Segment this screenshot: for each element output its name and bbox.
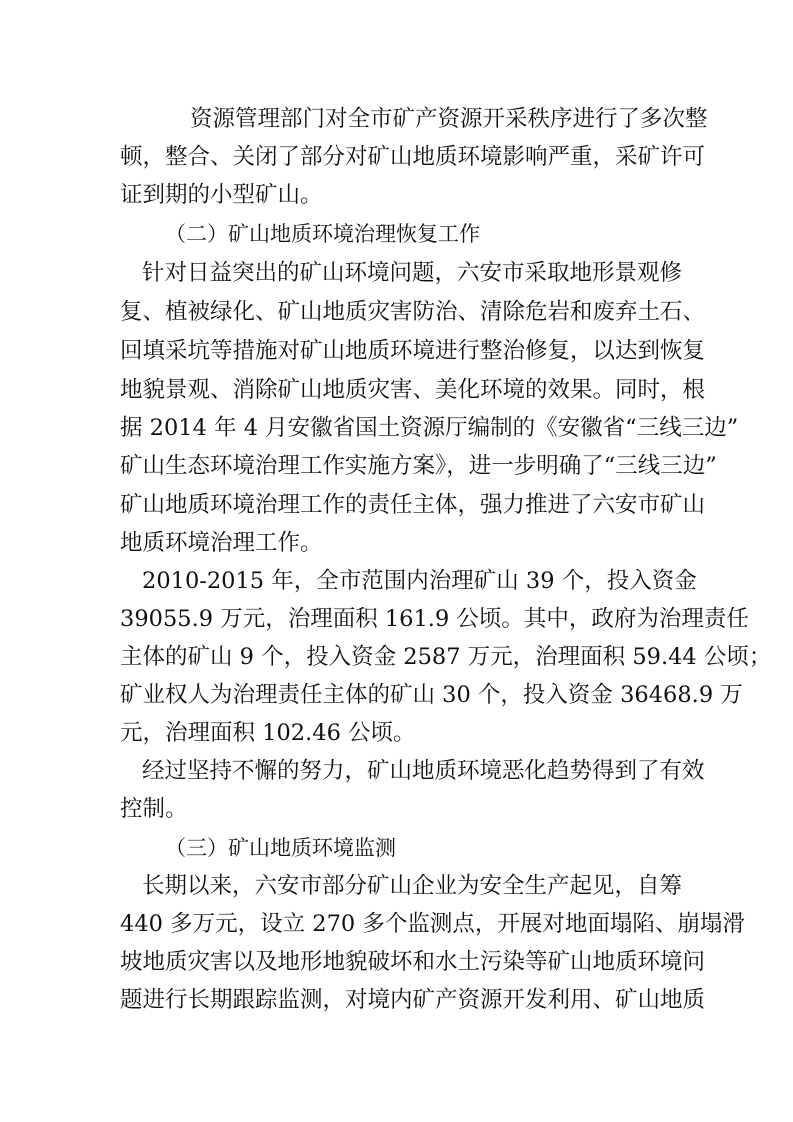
paragraph-2-line-4: 地貌景观、消除矿山地质灾害、美化环境的效果。同时，根	[120, 377, 706, 403]
paragraph-2-line-2: 复、植被绿化、矿山地质灾害防治、清除危岩和废弃土石、	[120, 299, 706, 325]
paragraph-5-line-2: 440 多万元，设立 270 多个监测点，开展对地面塌陷、崩塌滑	[120, 911, 745, 937]
section-heading-3: （三）矿山地质环境监测	[165, 836, 396, 860]
section-heading-2: （二）矿山地质环境治理恢复工作	[165, 222, 480, 246]
paragraph-2-line-1: 针对日益突出的矿山环境问题，六安市采取地形景观修	[142, 260, 683, 286]
paragraph-1-line-3: 证到期的小型矿山。	[120, 182, 323, 208]
paragraph-1-line-2: 顿，整合、关闭了部分对矿山地质环境影响严重，采矿许可	[120, 144, 706, 170]
paragraph-5-line-4: 题进行长期跟踪监测，对境内矿产资源开发利用、矿山地质	[120, 987, 706, 1013]
paragraph-3-line-3: 主体的矿山 9 个，投入资金 2587 万元，治理面积 59.44 公顷；	[120, 644, 772, 670]
paragraph-2-line-5: 据 2014 年 4 月安徽省国土资源厅编制的《安徽省“三线三边”	[120, 415, 739, 441]
paragraph-3-line-4: 矿业权人为治理责任主体的矿山 30 个，投入资金 36468.9 万	[120, 682, 743, 708]
paragraph-4-line-1: 经过坚持不懈的努力，矿山地质环境恶化趋势得到了有效	[142, 758, 705, 784]
paragraph-2-line-8: 地质环境治理工作。	[120, 530, 323, 556]
paragraph-2-line-3: 回填采坑等措施对矿山地质环境进行整治修复，以达到恢复	[120, 338, 706, 364]
paragraph-3-line-5: 元，治理面积 102.46 公顷。	[120, 720, 416, 746]
paragraph-1-line-1: 资源管理部门对全市矿产资源开采秩序进行了多次整	[190, 106, 708, 132]
paragraph-5-line-1: 长期以来，六安市部分矿山企业为安全生产起见，自筹	[142, 873, 683, 899]
paragraph-2-line-6: 矿山生态环境治理工作实施方案》，进一步明确了“三线三边”	[120, 453, 717, 479]
paragraph-5-line-3: 坡地质灾害以及地形地貌破坏和水土污染等矿山地质环境问	[120, 949, 706, 975]
paragraph-2-line-7: 矿山地质环境治理工作的责任主体，强力推进了六安市矿山	[120, 492, 706, 518]
paragraph-4-line-2: 控制。	[120, 796, 188, 822]
paragraph-3-line-1: 2010-2015 年，全市范围内治理矿山 39 个，投入资金	[142, 568, 697, 594]
paragraph-3-line-2: 39055.9 万元，治理面积 161.9 公顷。其中，政府为治理责任	[120, 606, 749, 632]
